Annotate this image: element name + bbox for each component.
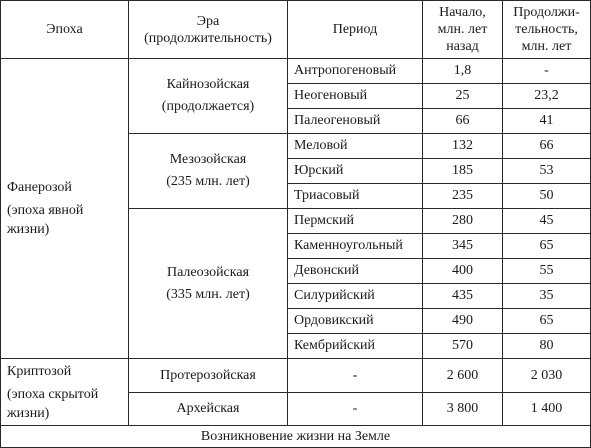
period-name: Ордовикский <box>288 309 423 334</box>
eon-phanerozoic: Фанерозой (эпоха явной жизни) <box>1 59 129 359</box>
period-name: Неогеновый <box>288 84 423 109</box>
period-name: Меловой <box>288 134 423 159</box>
period-start: 345 <box>423 234 503 259</box>
table-row <box>1 59 591 84</box>
header-row <box>1 1 591 59</box>
period-name: - <box>288 393 423 426</box>
period-name: Палеогеновый <box>288 109 423 134</box>
period-name: - <box>288 359 423 393</box>
period-duration: 66 <box>503 134 591 159</box>
period-start: 490 <box>423 309 503 334</box>
era-mesozoic: Мезозойская (235 млн. лет) <box>129 134 288 209</box>
era-cenozoic: Кайнозойская (продолжается) <box>129 59 288 134</box>
period-name: Триасовый <box>288 184 423 209</box>
period-start: 2 600 <box>423 359 503 393</box>
period-start: 66 <box>423 109 503 134</box>
header-period: Период <box>288 1 423 59</box>
era-proterozoic: Протерозойская <box>129 359 288 393</box>
period-duration: 65 <box>503 309 591 334</box>
period-duration: 1 400 <box>503 393 591 426</box>
period-duration: 41 <box>503 109 591 134</box>
period-duration: 53 <box>503 159 591 184</box>
period-duration: 50 <box>503 184 591 209</box>
period-duration: 80 <box>503 334 591 359</box>
footer-caption: Возникновение жизни на Земле <box>1 426 591 448</box>
period-start: 400 <box>423 259 503 284</box>
period-start: 132 <box>423 134 503 159</box>
period-name: Силурийский <box>288 284 423 309</box>
period-name: Юрский <box>288 159 423 184</box>
era-paleozoic: Палеозойская (335 млн. лет) <box>129 209 288 359</box>
period-duration: 45 <box>503 209 591 234</box>
header-duration: Продолжи- тельность, млн. лет <box>503 1 591 59</box>
period-start: 3 800 <box>423 393 503 426</box>
period-name: Антропогеновый <box>288 59 423 84</box>
header-era: Эра (продолжительность) <box>129 1 288 59</box>
period-duration: 2 030 <box>503 359 591 393</box>
period-start: 185 <box>423 159 503 184</box>
period-start: 280 <box>423 209 503 234</box>
period-duration: - <box>503 59 591 84</box>
period-start: 570 <box>423 334 503 359</box>
period-start: 25 <box>423 84 503 109</box>
header-epoch: Эпоха <box>1 1 129 59</box>
period-name: Пермский <box>288 209 423 234</box>
header-start: Начало, млн. лет назад <box>423 1 503 59</box>
footer-row <box>1 426 591 448</box>
period-name: Кембрийский <box>288 334 423 359</box>
period-start: 1,8 <box>423 59 503 84</box>
eon-cryptozoic: Криптозой (эпоха скрытой жизни) <box>1 359 129 426</box>
period-start: 235 <box>423 184 503 209</box>
era-archean: Архейская <box>129 393 288 426</box>
table-row <box>1 359 591 393</box>
period-duration: 23,2 <box>503 84 591 109</box>
period-duration: 35 <box>503 284 591 309</box>
period-name: Каменноугольный <box>288 234 423 259</box>
period-duration: 55 <box>503 259 591 284</box>
period-start: 435 <box>423 284 503 309</box>
period-duration: 65 <box>503 234 591 259</box>
period-name: Девонский <box>288 259 423 284</box>
